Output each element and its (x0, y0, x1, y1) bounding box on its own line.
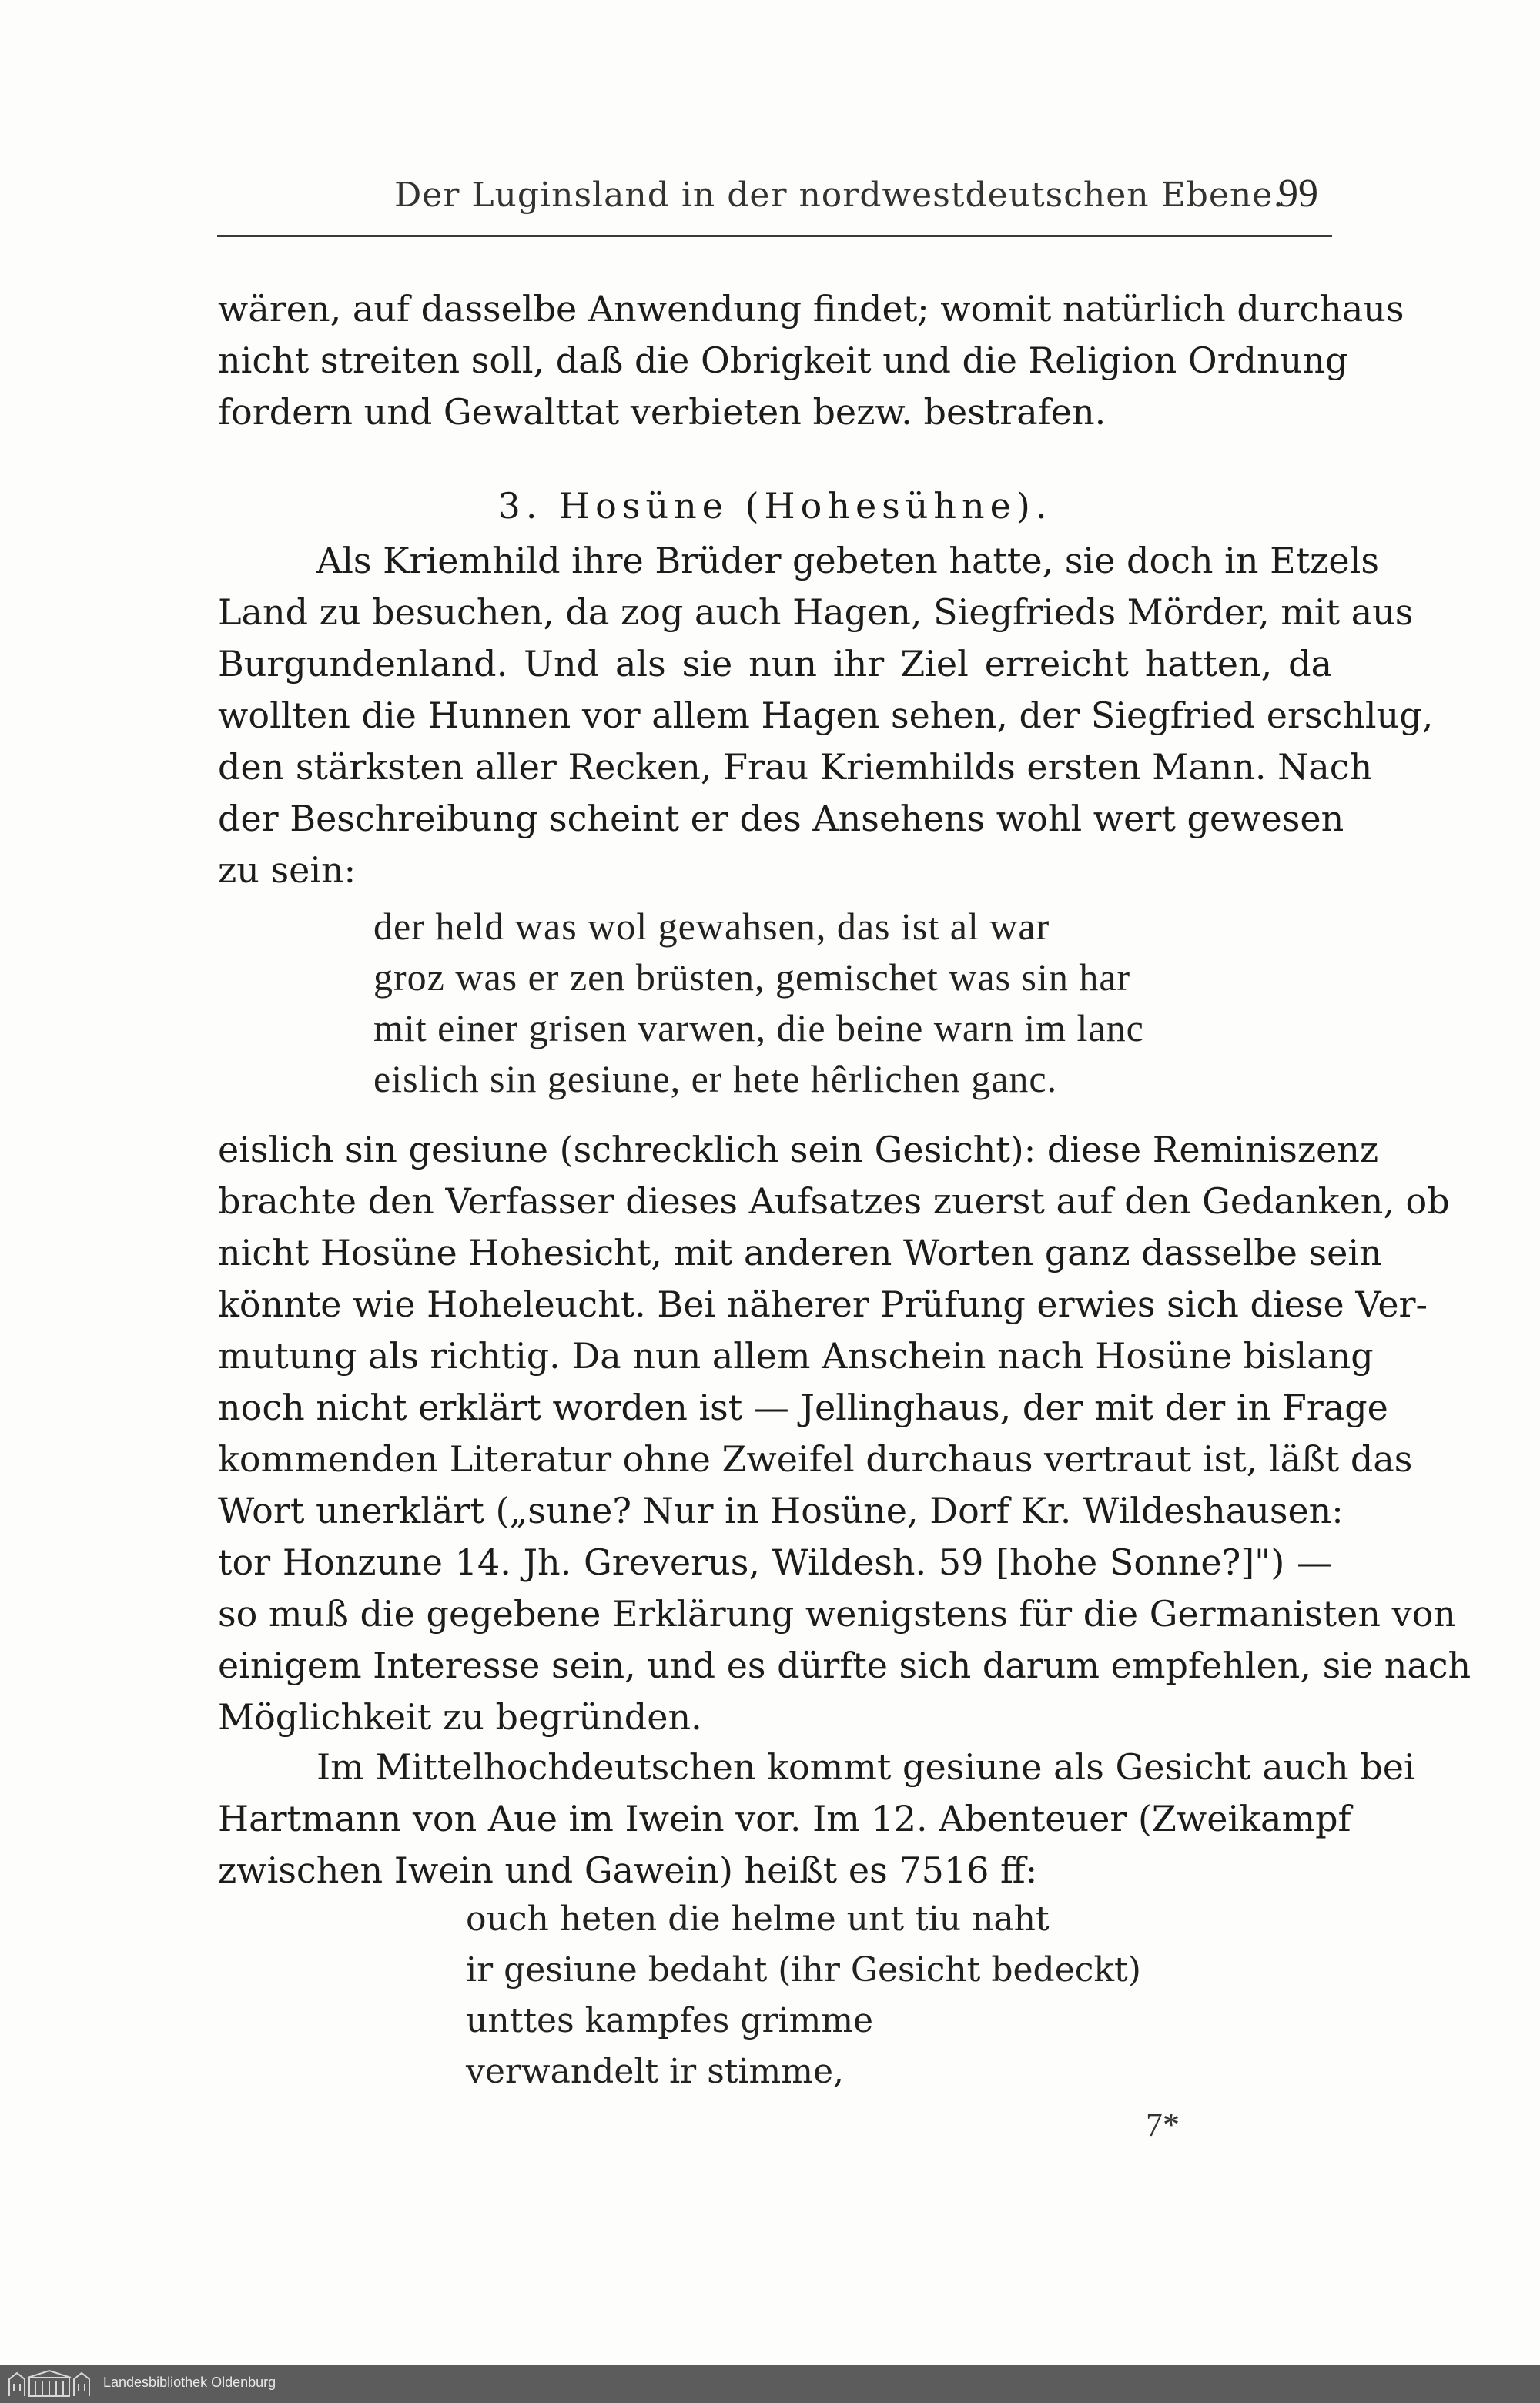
text-line: fordern und Gewalttat verbieten bezw. bestrafen. (218, 391, 1106, 433)
text-line: könnte wie Hoheleucht. Bei näherer Prüfung erwies sich diese Ver- (218, 1283, 1428, 1325)
library-building-icon (6, 2368, 92, 2399)
paragraph-mittelhochdeutsch (218, 1742, 1415, 1896)
section-heading: 3. Hosüne (Hohesühne). (497, 485, 1053, 527)
text-line: Möglichkeit zu begründen. (218, 1696, 702, 1738)
text-line: kommenden Literatur ohne Zweifel durchaus vertraut ist, läßt das (218, 1438, 1413, 1480)
verse-line: der held was wol gewahsen, das ist al war (373, 905, 1050, 948)
verse-line: unttes kampfes grimme (466, 2001, 874, 2040)
running-head-title: Der Luginsland in der nordwestdeutschen Ebene. (394, 176, 1285, 215)
text-line: brachte den Verfasser dieses Aufsatzes zuerst auf den Gedanken, ob (218, 1180, 1450, 1222)
text-line: Hartmann von Aue im Iwein vor. Im 12. Abenteuer (Zweikampf (218, 1798, 1351, 1839)
text-line: eislich sin gesiune (schrecklich sein Gesicht): diese Reminiszenz (218, 1129, 1379, 1170)
verse-line: verwandelt ir stimme, (466, 2052, 845, 2091)
header-rule (217, 235, 1332, 237)
verse-line: eislich sin gesiune, er hete hêrlichen ganc. (373, 1057, 1058, 1100)
verse-line: ouch heten die helme unt tiu naht (466, 1899, 1050, 1939)
verse-quotation-iwein (466, 1894, 1141, 2097)
text-line: zwischen Iwein und Gawein) heißt es 7516 ff: (218, 1849, 1038, 1891)
paragraph-continuation (218, 283, 1404, 438)
text-line: wollten die Hunnen vor allem Hagen sehen, der Siegfried erschlug, (218, 694, 1434, 736)
text-line: der Beschreibung scheint er des Ansehens wohl wert gewesen (218, 798, 1344, 839)
text-line: zu sein: (218, 849, 357, 891)
text-line: Land zu besuchen, da zog auch Hagen, Siegfrieds Mörder, mit aus (218, 591, 1414, 633)
page-number: 99 (1278, 172, 1318, 216)
text-line: einigem Interesse sein, und es dürfte sich darum empfehlen, sie nach (218, 1645, 1471, 1686)
verse-quotation-nibelungen (373, 901, 1144, 1104)
verse-line: groz was er zen brüsten, gemischet was sin har (373, 956, 1131, 999)
verse-line: mit einer grisen varwen, die beine warn im lanc (373, 1006, 1144, 1049)
text-line: noch nicht erklärt worden ist — Jellinghaus, der mit der in Frage (218, 1387, 1388, 1428)
text-line: Als Kriemhild ihre Brüder gebeten hatte, sie doch in Etzels (316, 540, 1379, 581)
signature-mark: 7* (1146, 2106, 1180, 2144)
text-line: tor Honzune 14. Jh. Greverus, Wildesh. 59 [hohe Sonne?]") — (218, 1541, 1332, 1583)
verse-line: ir gesiune bedaht (ihr Gesicht bedeckt) (466, 1950, 1141, 1990)
text-line: wären, auf dasselbe Anwendung findet; womit natürlich durchaus (218, 288, 1404, 330)
text-line: mutung als richtig. Da nun allem Anschein nach Hosüne bislang (218, 1335, 1374, 1377)
paragraph-reminiszenz (218, 1124, 1471, 1743)
text-line: den stärksten aller Recken, Frau Kriemhilds ersten Mann. Nach (218, 746, 1373, 788)
text-line: nicht streiten soll, daß die Obrigkeit und die Religion Ordnung (218, 340, 1348, 381)
paragraph-kriemhild (218, 535, 1434, 896)
text-line: Im Mittelhochdeutschen kommt gesiune als Gesicht auch bei (316, 1746, 1415, 1788)
text-line: Burgundenland. Und als sie nun ihr Ziel erreicht hatten, da (218, 643, 1332, 684)
text-line: nicht Hosüne Hohesicht, mit anderen Worten ganz dasselbe sein (218, 1232, 1382, 1273)
footer-library-name: Landesbibliothek Oldenburg (103, 2375, 276, 2390)
text-line: Wort unerklärt („sune? Nur in Hosüne, Dorf Kr. Wildeshausen: (218, 1490, 1344, 1531)
text-line: so muß die gegebene Erklärung wenigstens für die Germanisten von (218, 1593, 1456, 1635)
